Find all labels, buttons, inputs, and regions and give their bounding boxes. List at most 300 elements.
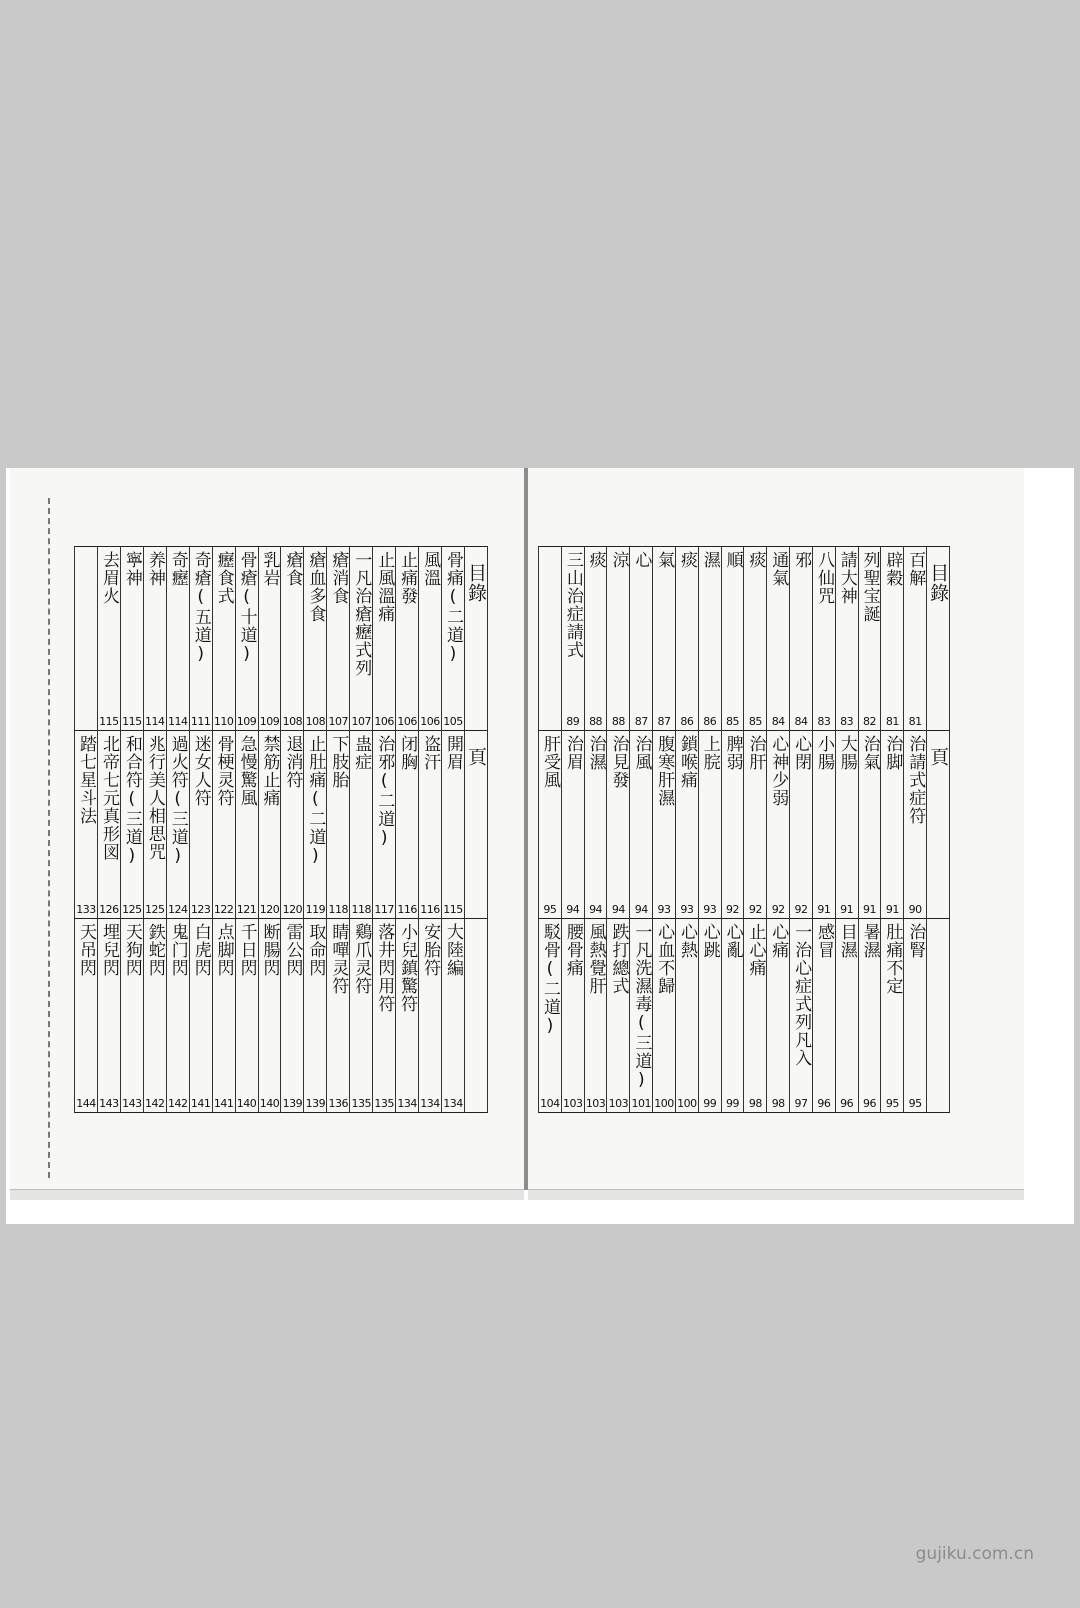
toc-entry-title: 治眉: [562, 735, 583, 771]
toc-entry-page: 144: [76, 1097, 96, 1110]
toc-entry-title: 骨瘡(十道): [236, 551, 257, 665]
toc-entry: [653, 731, 676, 919]
toc-entry-title: 脾弱: [722, 735, 743, 771]
toc-entry-page: 93: [703, 903, 717, 916]
toc-entry: [790, 547, 813, 731]
toc-entry: [698, 731, 721, 919]
toc-entry: [281, 731, 304, 919]
toc-entry-title: 三山治症請式: [562, 551, 583, 659]
toc-entry-page: 118: [328, 903, 349, 916]
toc-entry-page: 118: [351, 903, 371, 916]
toc-entry-page: 115: [122, 715, 142, 728]
toc-entry-title: 順: [722, 551, 743, 569]
toc-entry-page: 96: [840, 1097, 854, 1110]
toc-entry: [327, 547, 350, 731]
toc-entry-title: 涼: [608, 551, 629, 569]
toc-entry-title: 辟穀: [882, 551, 903, 587]
toc-entry: [607, 547, 630, 731]
toc-entry: [675, 919, 698, 1113]
toc-entry-page: 140: [259, 1097, 280, 1110]
toc-entry-title: 心閉: [791, 735, 812, 771]
toc-entry-title: 小腸: [813, 735, 834, 771]
toc-entry-title: 治肝: [745, 735, 766, 771]
toc-entry-page: 122: [213, 903, 234, 916]
toc-entry-page: 142: [167, 1097, 188, 1110]
toc-entry-page: 106: [374, 715, 394, 728]
toc-entry-title: 風溫: [420, 551, 441, 587]
toc-entry-title: 闭胸: [397, 735, 418, 771]
toc-entry-page: 104: [540, 1097, 560, 1110]
toc-entry-page: 139: [282, 1097, 303, 1110]
toc-entry-page: 85: [726, 715, 740, 728]
toc-entry-page: 84: [771, 715, 785, 728]
toc-entry: [350, 547, 373, 731]
toc-entry: [561, 731, 584, 919]
toc-entry-page: 96: [817, 1097, 831, 1110]
toc-entry-title: 天狗閃: [121, 923, 142, 977]
toc-entry: [744, 547, 767, 731]
toc-entry-title: 止風溫痛: [374, 551, 395, 623]
toc-entry: [835, 731, 858, 919]
toc-entry: [143, 919, 166, 1113]
toc-entry-title: 去眉火: [98, 551, 119, 605]
toc-entry: [373, 731, 396, 919]
binding-edge: [48, 498, 60, 1178]
toc-entry: [166, 919, 189, 1113]
toc-entry-page: 99: [726, 1097, 740, 1110]
toc-entry: [75, 919, 98, 1113]
toc-entry-page: 81: [885, 715, 899, 728]
toc-entry-title: 列聖宝誕: [859, 551, 880, 623]
toc-entry-title: 上脘: [699, 735, 720, 771]
toc-entry: [212, 547, 235, 731]
toc-entry: [812, 919, 835, 1113]
toc-entry-page: 83: [817, 715, 831, 728]
toc-entry-title: 瘡食: [282, 551, 303, 587]
toc-entry-page: 121: [236, 903, 257, 916]
toc-entry-page: 92: [748, 903, 762, 916]
toc-entry-title: 治邪(二道): [374, 735, 395, 849]
toc-entry: [327, 731, 350, 919]
toc-entry-page: 94: [566, 903, 580, 916]
toc-entry-title: 通氣: [768, 551, 789, 587]
toc-entry-title: 濕: [699, 551, 720, 569]
toc-entry: [97, 919, 120, 1113]
toc-entry: [120, 919, 143, 1113]
toc-entry: [304, 547, 327, 731]
toc-entry: [143, 731, 166, 919]
toc-entry-page: 92: [726, 903, 740, 916]
toc-entry-title: 止心痛: [745, 923, 766, 977]
toc-entry: [630, 547, 653, 731]
toc-entry-title: 癧食式: [213, 551, 234, 605]
toc-entry-title: 瘡消食: [328, 551, 349, 605]
toc-entry-title: 落井閃用符: [374, 923, 395, 1013]
toc-entry-title: 大陸編: [443, 923, 463, 977]
toc-entry: [539, 919, 562, 1113]
toc-entry-page: 87: [657, 715, 671, 728]
toc-entry: [904, 547, 927, 731]
toc-entry: [904, 919, 927, 1113]
toc-entry: [539, 731, 562, 919]
toc-entry-title: 治氣: [859, 735, 880, 771]
toc-entry: [881, 919, 904, 1113]
toc-entry-page: 117: [374, 903, 394, 916]
toc-entry-title: 一凡洗濕毒(三道): [631, 923, 652, 1091]
toc-entry-title: 目濕: [836, 923, 857, 959]
toc-entry-title: 北帝七元真形図: [98, 735, 119, 861]
toc-entry-title: 一治心症式列凡入: [791, 923, 812, 1067]
toc-entry-page: 114: [145, 715, 165, 728]
toc-entry: [189, 547, 212, 731]
toc-entry: [653, 547, 676, 731]
toc-entry-page: 100: [654, 1097, 674, 1110]
toc-entry-page: 86: [703, 715, 717, 728]
toc-entry: [350, 731, 373, 919]
toc-entry-page: 116: [420, 903, 440, 916]
toc-entry-title: 瘡血多食: [305, 551, 326, 623]
toc-entry-page: 82: [863, 715, 876, 728]
toc-entry-page: 116: [397, 903, 417, 916]
toc-entry-page: 83: [840, 715, 854, 728]
toc-entry-title: 取命閃: [305, 923, 326, 977]
toc-entry: [698, 919, 721, 1113]
toc-entry: [304, 731, 327, 919]
toc-entry-page: 98: [771, 1097, 785, 1110]
toc-entry: [790, 731, 813, 919]
toc-entry-title: 和合符(三道): [121, 735, 142, 867]
toc-entry: [396, 919, 419, 1113]
toc-entry: [858, 547, 881, 731]
toc-entry-page: 91: [863, 903, 876, 916]
toc-entry: [744, 731, 767, 919]
toc-entry-page: 135: [351, 1097, 371, 1110]
toc-entry-page: 120: [282, 903, 303, 916]
toc-entry: [258, 547, 281, 731]
toc-entry-title: 急慢驚風: [236, 735, 257, 807]
toc-entry: [584, 731, 607, 919]
toc-entry: [675, 731, 698, 919]
toc-entry-page: 108: [305, 715, 326, 728]
toc-entry-page: 114: [167, 715, 188, 728]
toc-entry: [904, 731, 927, 919]
toc-entry: [212, 731, 235, 919]
toc-entry-page: 103: [585, 1097, 606, 1110]
toc-entry-page: 85: [748, 715, 762, 728]
toc-header-title: [927, 547, 950, 731]
toc-entry: [607, 731, 630, 919]
toc-entry: [97, 731, 120, 919]
toc-entry: [858, 919, 881, 1113]
toc-entry-title: 邪: [791, 551, 812, 569]
toc-entry-page: 95: [885, 1097, 899, 1110]
toc-entry-page: 93: [657, 903, 671, 916]
toc-entry-title: 寧神: [121, 551, 142, 587]
toc-entry-page: 91: [885, 903, 899, 916]
toc-entry-page: 94: [634, 903, 648, 916]
toc-entry: [881, 547, 904, 731]
toc-entry-title: 鷄爪灵符: [351, 923, 372, 995]
toc-entry-page: 95: [908, 1097, 922, 1110]
toc-entry-title: 奇癧: [167, 551, 188, 587]
toc-entry-page: 90: [908, 903, 922, 916]
toc-entry-title: 睛嘽灵符: [328, 923, 349, 995]
toc-header-title: [464, 547, 487, 731]
toc-entry: [97, 547, 120, 731]
toc-entry-title: 心神少弱: [768, 735, 789, 807]
toc-entry: [120, 731, 143, 919]
toc-entry: [235, 547, 258, 731]
toc-entry-title: 治請式症符: [905, 735, 926, 825]
toc-entry: [281, 547, 304, 731]
toc-entry-page: 81: [908, 715, 922, 728]
toc-entry: [396, 547, 419, 731]
toc-entry: [235, 919, 258, 1113]
toc-entry-title: 治脚: [882, 735, 903, 771]
toc-entry-title: 埋兒閃: [98, 923, 119, 977]
toc-entry-title: 千日閃: [236, 923, 257, 977]
toc-entry-page: 143: [99, 1097, 119, 1110]
toc-entry: [835, 919, 858, 1113]
site-watermark: gujiku.com.cn: [915, 1544, 1034, 1564]
right-toc-table: [538, 546, 950, 1113]
toc-entry-page: 109: [236, 715, 257, 728]
toc-entry: [304, 919, 327, 1113]
toc-entry-title: 暑濕: [859, 923, 880, 959]
toc-entry: [166, 547, 189, 731]
toc-entry-title: 天吊閃: [76, 923, 96, 977]
toc-entry-page: 101: [631, 1097, 651, 1110]
toc-entry-page: 109: [259, 715, 280, 728]
toc-entry-page: 100: [677, 1097, 697, 1110]
toc-entry-title: 兆行美人相思咒: [144, 735, 165, 861]
toc-entry: [675, 547, 698, 731]
toc-entry-title: 跌打總式: [608, 923, 629, 995]
toc-entry-title: 迷女人符: [190, 735, 211, 807]
left-toc-table: [74, 546, 488, 1113]
toc-entry: [584, 547, 607, 731]
toc-entry-page: 142: [145, 1097, 165, 1110]
toc-entry-title: 小兒鎮驚符: [397, 923, 418, 1013]
toc-entry: [767, 547, 790, 731]
toc-entry-title: 開眉: [443, 735, 463, 771]
book-spread: [6, 468, 1074, 1224]
toc-entry-page: 86: [680, 715, 694, 728]
toc-entry-page: 84: [794, 715, 808, 728]
toc-entry: [721, 547, 744, 731]
toc-entry-page: 141: [213, 1097, 234, 1110]
toc-entry: [630, 919, 653, 1113]
toc-entry-page: 123: [190, 903, 211, 916]
toc-entry-page: 115: [99, 715, 119, 728]
toc-header-page: [927, 731, 950, 919]
toc-entry: [698, 547, 721, 731]
toc-entry-page: 136: [328, 1097, 349, 1110]
toc-header-text: 頁: [927, 747, 950, 767]
toc-entry-page: 107: [351, 715, 371, 728]
toc-entry: [120, 547, 143, 731]
toc-entry: [835, 547, 858, 731]
toc-entry-title: 腹寒肝濕: [654, 735, 675, 807]
toc-entry-title: 風熱覺肝: [585, 923, 606, 995]
toc-entry: [212, 919, 235, 1113]
toc-entry: [419, 547, 442, 731]
toc-entry-page: 91: [817, 903, 831, 916]
toc-entry-page: 105: [443, 715, 463, 728]
toc-entry-page: 88: [589, 715, 603, 728]
toc-entry-page: 106: [420, 715, 440, 728]
toc-entry: [442, 919, 465, 1113]
toc-entry-title: 氣: [654, 551, 675, 569]
toc-entry-title: 肚痛不定: [882, 923, 903, 995]
toc-entry-page: 95: [543, 903, 557, 916]
toc-entry-title: 肝受風: [540, 735, 560, 789]
toc-entry-title: 八仙咒: [813, 551, 834, 605]
toc-entry: [721, 919, 744, 1113]
toc-entry: [189, 731, 212, 919]
toc-entry-title: 心痛: [768, 923, 789, 959]
toc-entry-title: 過火符(三道): [167, 735, 188, 867]
toc-entry-title: 骨梗灵符: [213, 735, 234, 807]
toc-header-page: [464, 731, 487, 919]
toc-entry-page: 94: [589, 903, 603, 916]
toc-entry-page: 88: [611, 715, 625, 728]
toc-entry: [396, 731, 419, 919]
toc-entry: [790, 919, 813, 1113]
toc-entry-page: 103: [562, 1097, 583, 1110]
toc-entry: [881, 731, 904, 919]
toc-entry: [327, 919, 350, 1113]
toc-entry-page: 111: [190, 715, 211, 728]
toc-entry-title: 踏七星斗法: [76, 735, 96, 825]
toc-entry-page: 124: [167, 903, 188, 916]
toc-entry: [373, 547, 396, 731]
toc-entry: [767, 731, 790, 919]
toc-entry: [258, 919, 281, 1113]
toc-entry-title: 一凡治瘡癧式列: [351, 551, 372, 677]
toc-entry: [744, 919, 767, 1113]
toc-entry: [858, 731, 881, 919]
toc-entry-title: 治見發: [608, 735, 629, 789]
toc-entry-page: 98: [748, 1097, 762, 1110]
toc-entry-title: 断腸閃: [259, 923, 280, 977]
toc-entry-title: 奇瘡(五道): [190, 551, 211, 665]
toc-entry-title: 治濕: [585, 735, 606, 771]
toc-entry-page: 94: [611, 903, 625, 916]
toc-entry-page: 125: [145, 903, 165, 916]
toc-entry-page: 139: [305, 1097, 326, 1110]
toc-entry-page: 97: [794, 1097, 808, 1110]
toc-entry-page: 108: [282, 715, 303, 728]
toc-empty-cell: [75, 547, 98, 731]
toc-entry-title: 鎖喉痛: [676, 735, 697, 789]
toc-entry-page: 133: [76, 903, 96, 916]
toc-entry: [419, 731, 442, 919]
toc-entry-title: 感冒: [813, 923, 834, 959]
toc-entry-page: 126: [99, 903, 119, 916]
toc-entry-page: 107: [328, 715, 349, 728]
toc-entry-page: 125: [122, 903, 142, 916]
toc-entry-title: 雷公閃: [282, 923, 303, 977]
toc-entry-title: 治腎: [905, 923, 926, 959]
toc-header-page: [464, 919, 487, 1113]
toc-entry-page: 92: [794, 903, 808, 916]
toc-entry-page: 134: [443, 1097, 463, 1110]
toc-entry-title: 痰: [745, 551, 766, 569]
toc-entry-page: 143: [122, 1097, 142, 1110]
toc-entry-title: 止痛發: [397, 551, 418, 605]
left-page: [10, 468, 524, 1190]
toc-entry-title: 乳岩: [259, 551, 280, 587]
toc-entry-title: 点脚閃: [213, 923, 234, 977]
toc-header-text: 頁: [464, 747, 487, 767]
toc-entry: [350, 919, 373, 1113]
toc-entry-title: 百解: [905, 551, 926, 587]
toc-entry: [812, 547, 835, 731]
toc-entry-title: 下肢胎: [328, 735, 349, 789]
toc-entry-page: 106: [397, 715, 417, 728]
toc-entry: [653, 919, 676, 1113]
toc-entry-title: 退消符: [282, 735, 303, 789]
toc-entry-page: 99: [703, 1097, 717, 1110]
toc-entry-title: 心亂: [722, 923, 743, 959]
toc-entry-title: 治風: [631, 735, 652, 771]
toc-entry-page: 120: [259, 903, 280, 916]
toc-entry-title: 大腸: [836, 735, 857, 771]
toc-entry-page: 135: [374, 1097, 394, 1110]
toc-entry-page: 140: [236, 1097, 257, 1110]
toc-entry-title: 养神: [144, 551, 165, 587]
toc-entry-title: 心熱: [676, 923, 697, 959]
toc-entry-page: 134: [420, 1097, 440, 1110]
toc-entry-title: 鬼门閃: [167, 923, 188, 977]
toc-entry-title: 禁筋止痛: [259, 735, 280, 807]
toc-entry: [281, 919, 304, 1113]
toc-empty-cell: [539, 547, 562, 731]
toc-entry-title: 請大神: [836, 551, 857, 605]
toc-entry-page: 91: [840, 903, 854, 916]
toc-entry-title: 蛊症: [351, 735, 372, 771]
toc-entry-title: 白虎閃: [190, 923, 211, 977]
toc-entry: [373, 919, 396, 1113]
toc-entry-title: 止肚痛(二道): [305, 735, 326, 867]
toc-entry: [721, 731, 744, 919]
toc-entry: [561, 919, 584, 1113]
toc-entry-title: 駁骨(二道): [540, 923, 560, 1037]
toc-entry: [166, 731, 189, 919]
toc-entry-page: 92: [771, 903, 785, 916]
toc-entry: [442, 731, 465, 919]
toc-entry-page: 103: [608, 1097, 629, 1110]
toc-entry-page: 119: [305, 903, 326, 916]
toc-entry-title: 心血不歸: [654, 923, 675, 995]
toc-entry: [561, 547, 584, 731]
toc-entry-page: 134: [397, 1097, 417, 1110]
toc-entry: [607, 919, 630, 1113]
toc-entry-title: 骨痛(二道): [443, 551, 463, 665]
toc-entry-page: 96: [863, 1097, 876, 1110]
toc-entry: [143, 547, 166, 731]
toc-entry-title: 鉄蛇閃: [144, 923, 165, 977]
toc-entry: [442, 547, 465, 731]
toc-entry-title: 痰: [585, 551, 606, 569]
toc-entry-page: 110: [213, 715, 234, 728]
toc-entry-page: 87: [634, 715, 648, 728]
toc-entry-title: 盗汗: [420, 735, 441, 771]
toc-entry: [630, 731, 653, 919]
toc-header-text: 目錄: [927, 563, 950, 603]
toc-entry-page: 115: [443, 903, 463, 916]
